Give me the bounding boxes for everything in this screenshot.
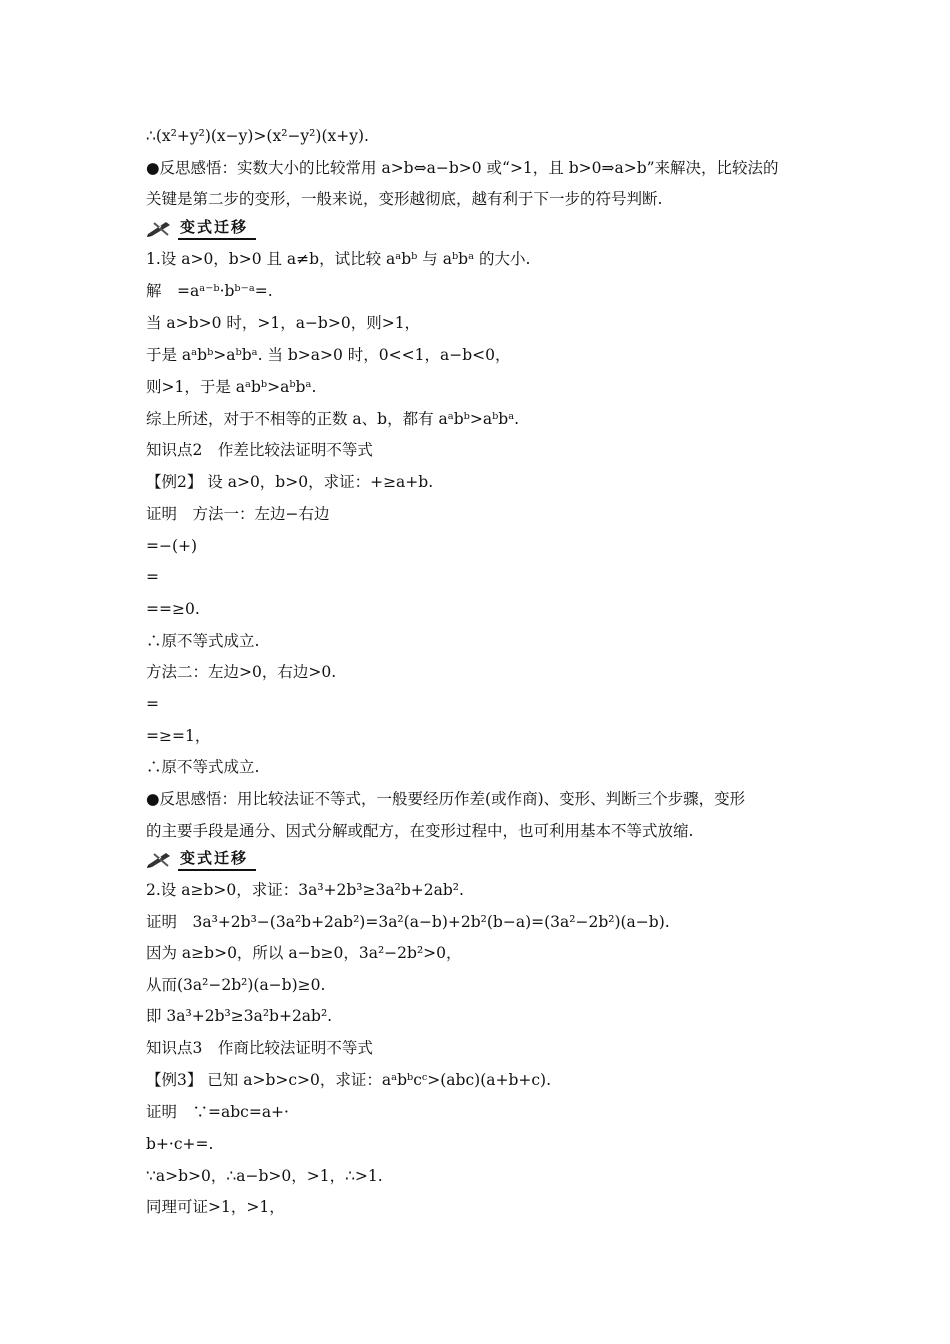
text-line: =≥=1，	[146, 727, 211, 745]
text-line: 2.设 a≥b>0，求证：3a³+2b³≥3a²b+2ab².	[146, 881, 464, 899]
text-line: 证明 ∵=abc=a+·	[146, 1103, 289, 1121]
text-line: ∴原不等式成立.	[146, 632, 260, 650]
text-line: ∴原不等式成立.	[146, 758, 260, 776]
text-line: 1.设 a>0，b>0 且 a≠b，试比较 aᵃbᵇ 与 aᵇbᵃ 的大小.	[146, 250, 531, 268]
section-title: 变式迁移	[178, 847, 256, 871]
text-line: 于是 aᵃbᵇ>aᵇbᵃ. 当 b>a>0 时，0<<1，a−b<0，	[146, 346, 511, 364]
text-line: 知识点3 作商比较法证明不等式	[146, 1039, 373, 1057]
text-line: ==≥0.	[146, 600, 200, 618]
text-line: =	[146, 568, 159, 586]
pencil-ruler-icon	[146, 219, 174, 237]
pencil-ruler-icon	[146, 850, 174, 868]
section-header	[146, 218, 256, 238]
text-line: 当 a>b>0 时，>1，a−b>0，则>1，	[146, 314, 421, 332]
text-line: =	[146, 695, 159, 713]
text-line: 即 3a³+2b³≥3a²b+2ab².	[146, 1007, 333, 1025]
text-line: 【例2】 设 a>0，b>0，求证：+≥a+b.	[146, 473, 434, 491]
text-line: 方法二：左边>0，右边>0.	[146, 663, 337, 681]
text-line: ●反思感悟：用比较法证不等式，一般要经历作差(或作商)、变形、判断三个步骤，变形	[146, 790, 746, 808]
text-line: 的主要手段是通分、因式分解或配方，在变形过程中，也可利用基本不等式放缩.	[146, 822, 694, 840]
section-header	[146, 849, 256, 869]
text-line: 同理可证>1，>1，	[146, 1198, 285, 1216]
text-line: 证明 方法一：左边−右边	[146, 505, 330, 523]
text-line: 关键是第二步的变形，一般来说，变形越彻底，越有利于下一步的符号判断.	[146, 190, 663, 208]
text-line: 证明 3a³+2b³−(3a²b+2ab²)=3a²(a−b)+2b²(b−a)=(3a²−2b²)(a−b).	[146, 913, 670, 931]
text-line: ●反思感悟：实数大小的比较常用 a>b⇔a−b>0 或“>1，且 b>0⇒a>b”来解决，比较法的	[146, 159, 779, 177]
text-line: 【例3】 已知 a>b>c>0，求证：aᵃbᵇcᶜ>(abc)(a+b+c).	[146, 1071, 552, 1089]
text-line: 因为 a≥b>0，所以 a−b≥0，3a²−2b²>0，	[146, 944, 462, 962]
text-line: =−(+)	[146, 537, 198, 555]
text-line: 综上所述，对于不相等的正数 a、b，都有 aᵃbᵇ>aᵇbᵃ.	[146, 410, 520, 428]
section-title: 变式迁移	[178, 216, 256, 240]
text-line: ∵a>b>0，∴a−b>0，>1，∴>1.	[146, 1167, 383, 1185]
text-line: 解 =aᵃ⁻ᵇ·bᵇ⁻ᵃ=.	[146, 282, 273, 300]
text-line: ∴(x²+y²)(x−y)>(x²−y²)(x+y).	[146, 127, 369, 145]
text-line: 则>1，于是 aᵃbᵇ>aᵇbᵃ.	[146, 378, 317, 396]
text-line: 知识点2 作差比较法证明不等式	[146, 441, 373, 459]
text-line: 从而(3a²−2b²)(a−b)≥0.	[146, 976, 326, 994]
text-line: b+·c+=.	[146, 1135, 214, 1153]
